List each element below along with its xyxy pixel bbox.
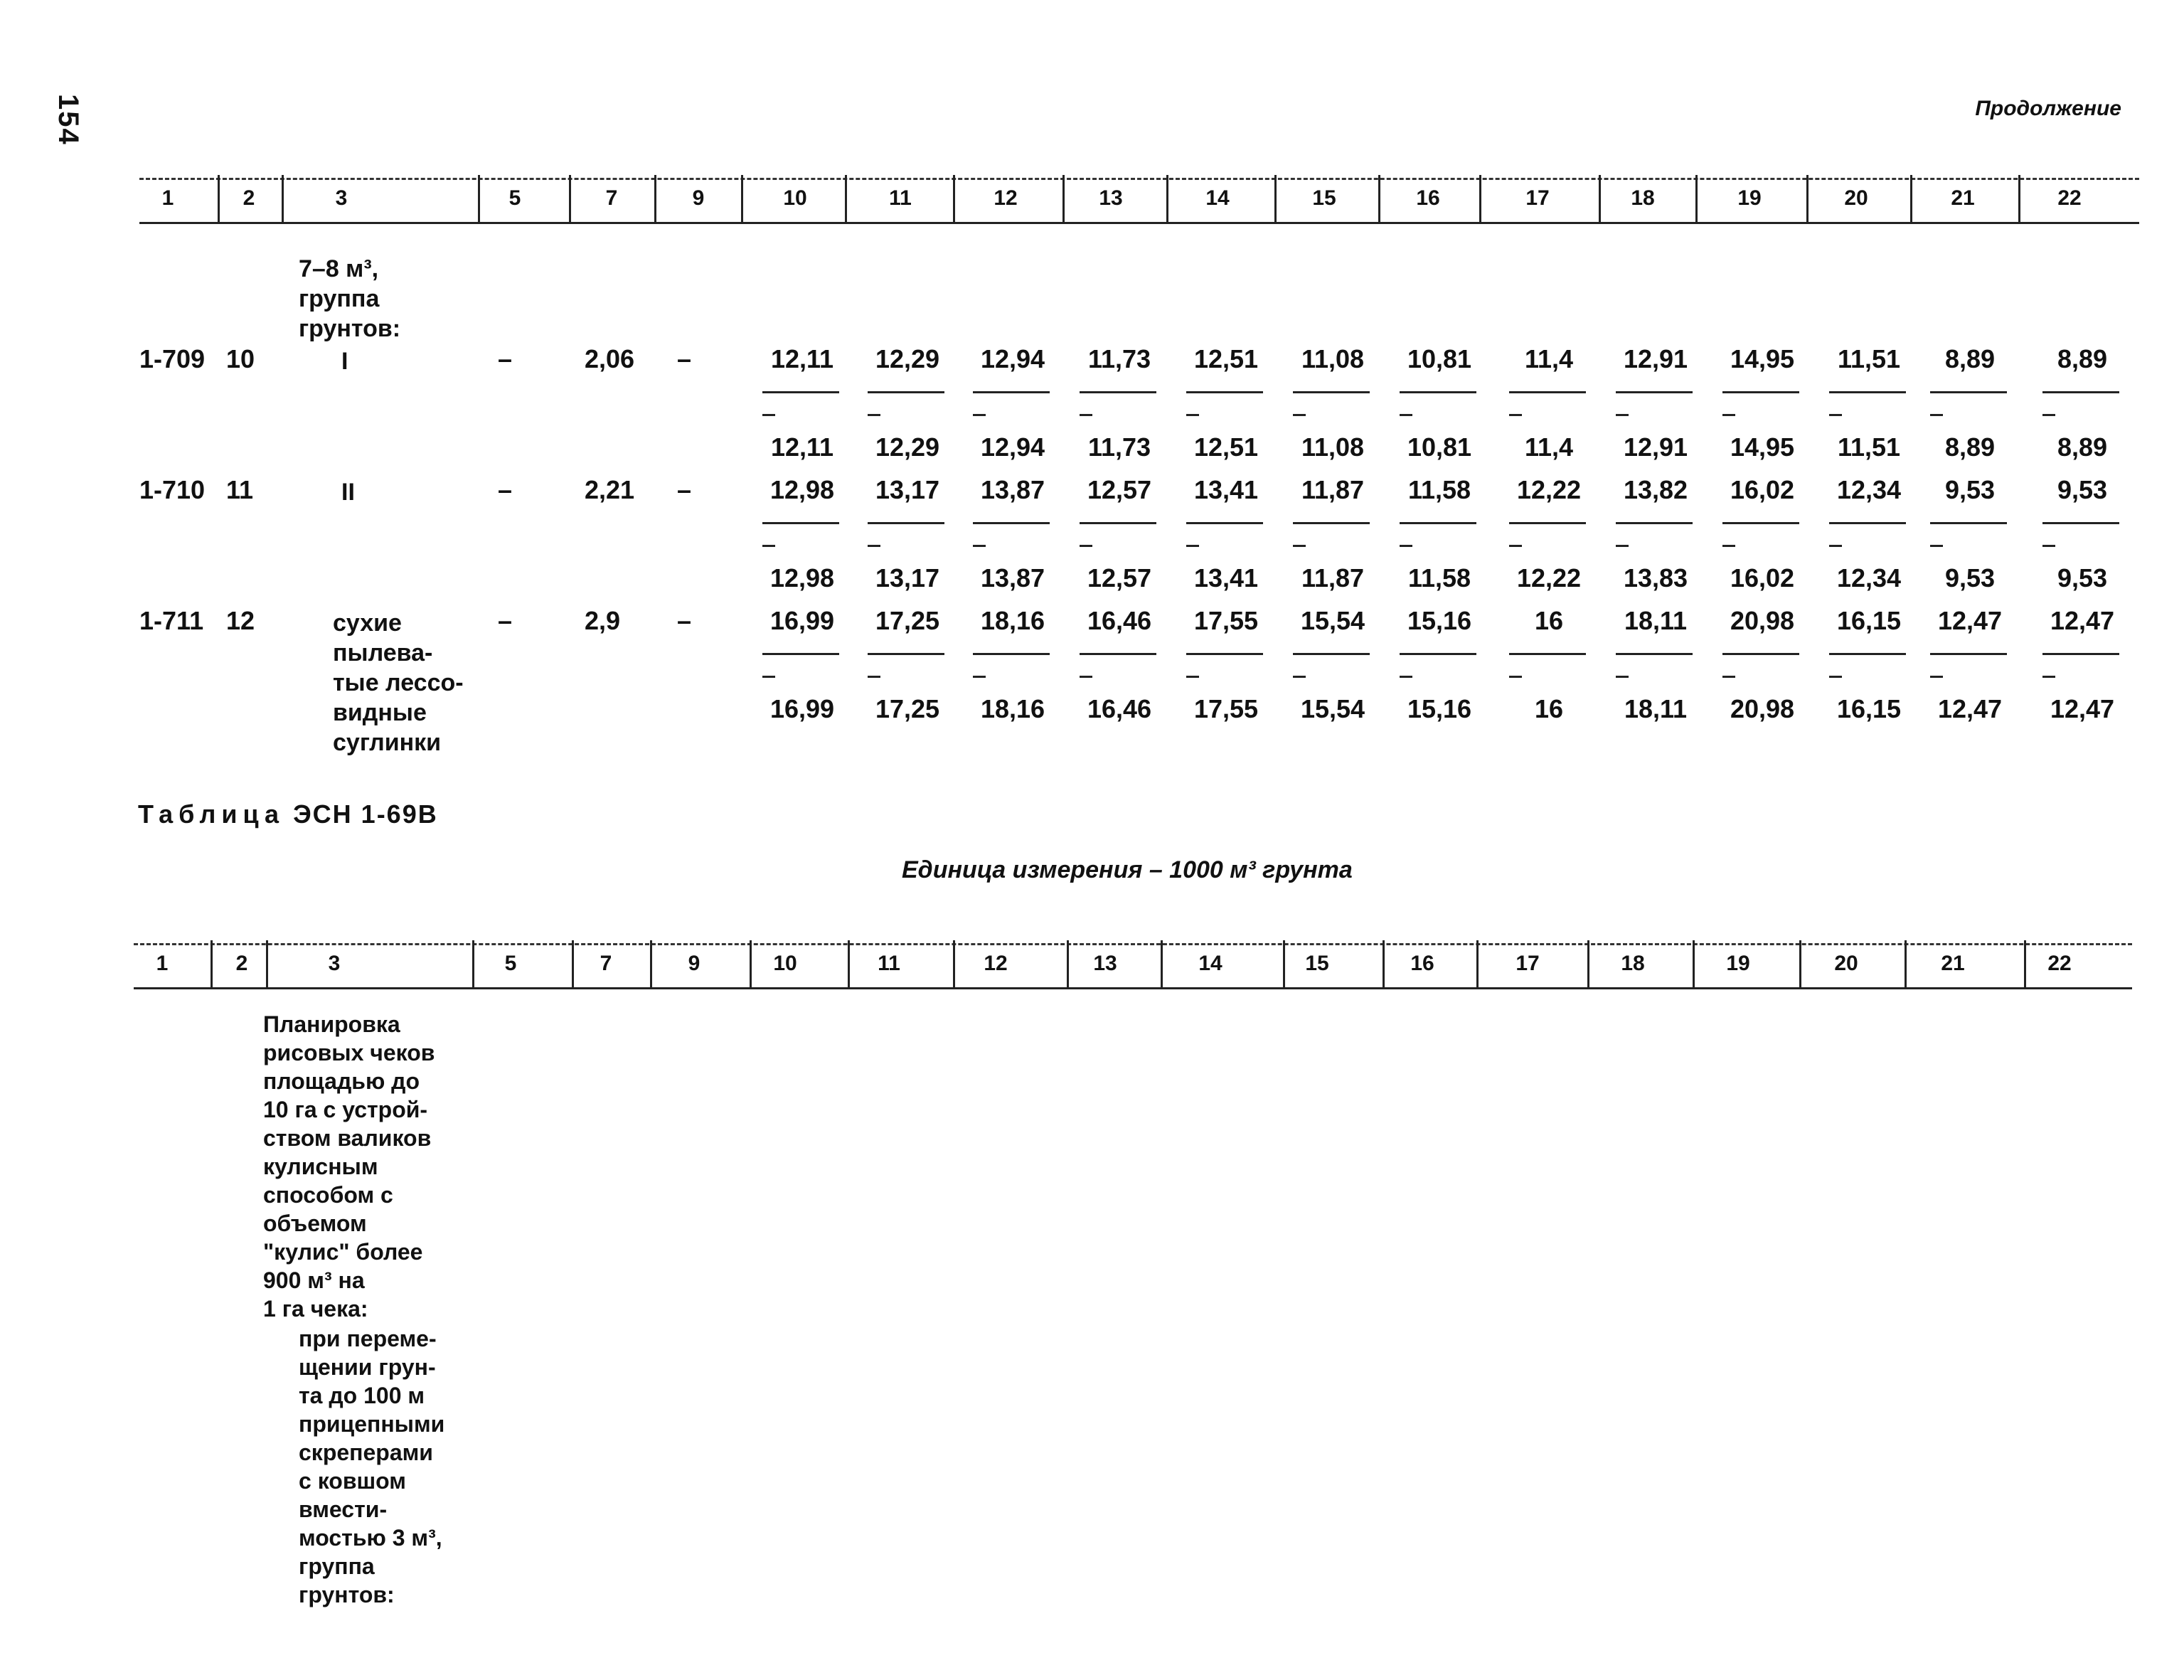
- table1-intro-line: 7–8 м³,: [299, 255, 379, 282]
- table2-description: [263, 1010, 435, 1323]
- fraction-dash: [2042, 414, 2055, 416]
- header-column-separator: [741, 175, 743, 222]
- col9-value: –: [677, 475, 692, 504]
- denominator-value: 12,98: [769, 563, 835, 592]
- header-column-separator: [569, 175, 571, 222]
- col7-value: 2,06: [585, 344, 635, 373]
- denominator-value: 10,81: [1407, 432, 1472, 462]
- header-bottom-rule: [134, 987, 2132, 989]
- header-column-separator: [1806, 175, 1809, 222]
- header-column-number: 12: [994, 186, 1018, 210]
- description-line: способом с: [263, 1182, 393, 1208]
- fraction-bar: [973, 391, 1050, 393]
- header-column-separator: [1274, 175, 1277, 222]
- fraction-dash: [1400, 545, 1412, 547]
- header-column-number: 20: [1844, 186, 1868, 210]
- denominator-value: 16,15: [1836, 694, 1902, 723]
- fraction-dash: [1829, 414, 1842, 416]
- numerator-value: 18,16: [980, 606, 1045, 635]
- denominator-value: 12,47: [1937, 694, 2003, 723]
- header-column-separator: [1062, 175, 1065, 222]
- header-column-separator: [1383, 940, 1385, 987]
- header-column-separator: [218, 175, 220, 222]
- numerator-value: 12,47: [1937, 606, 2003, 635]
- fraction-dash: [868, 545, 880, 547]
- denominator-value: 12,94: [980, 432, 1045, 462]
- header-column-number: 14: [1198, 952, 1222, 975]
- fraction-bar: [868, 653, 944, 655]
- denominator-value: 13,41: [1193, 563, 1259, 592]
- numerator-value: 17,25: [875, 606, 940, 635]
- numerator-value: 15,16: [1407, 606, 1472, 635]
- numerator-value: 12,91: [1623, 344, 1688, 373]
- col5-value: –: [498, 606, 513, 635]
- header-column-number: 18: [1621, 952, 1645, 975]
- header-column-number: 17: [1525, 186, 1550, 210]
- numerator-value: 16,15: [1836, 606, 1902, 635]
- fraction-bar: [762, 391, 839, 393]
- header-column-number: 7: [600, 952, 612, 975]
- fraction-bar: [1930, 522, 2007, 524]
- description-line: 1 га чека:: [263, 1296, 368, 1322]
- numerator-value: 9,53: [1944, 475, 1996, 504]
- fraction-dash: [973, 676, 986, 678]
- subdescription-line: при переме-: [299, 1326, 437, 1351]
- fraction-dash: [973, 414, 986, 416]
- fraction-bar: [1186, 522, 1263, 524]
- col5-value: –: [498, 475, 513, 504]
- fraction-dash: [1722, 414, 1735, 416]
- fraction-dash: [1080, 414, 1092, 416]
- header-column-separator: [282, 175, 284, 222]
- table2-title-word: Таблица: [138, 799, 285, 829]
- fraction-dash: [1186, 545, 1199, 547]
- fraction-dash: [1080, 676, 1092, 678]
- numerator-value: 11,73: [1087, 344, 1151, 373]
- fraction-bar: [1400, 391, 1476, 393]
- denominator-value: 13,83: [1623, 563, 1688, 592]
- header-column-number: 21: [1951, 186, 1975, 210]
- subdescription-line: группа: [299, 1553, 375, 1579]
- numerator-value: 13,17: [875, 475, 940, 504]
- table1-intro-line: группа: [299, 285, 380, 312]
- row-description: тые лессо-: [333, 669, 464, 696]
- fraction-bar: [1616, 391, 1693, 393]
- numerator-value: 16,99: [769, 606, 835, 635]
- header-column-number: 11: [878, 952, 900, 975]
- numerator-value: 16: [1534, 606, 1564, 635]
- row-code: 1-709: [139, 344, 206, 373]
- fraction-bar: [1293, 653, 1370, 655]
- denominator-value: 16: [1534, 694, 1564, 723]
- header-column-separator: [1587, 940, 1589, 987]
- header-column-separator: [953, 175, 955, 222]
- header-column-number: 16: [1410, 952, 1434, 975]
- denominator-value: 17,55: [1193, 694, 1259, 723]
- fraction-dash: [1509, 545, 1522, 547]
- denominator-value: 12,29: [875, 432, 940, 462]
- header-top-rule: [139, 178, 2139, 180]
- numerator-value: 14,95: [1730, 344, 1795, 373]
- table2-title: [138, 799, 438, 829]
- fraction-dash: [2042, 676, 2055, 678]
- header-column-number: 13: [1093, 952, 1117, 975]
- description-line: 10 га с устрой-: [263, 1097, 428, 1122]
- denominator-value: 15,54: [1300, 694, 1365, 723]
- fraction-bar: [1509, 653, 1586, 655]
- numerator-value: 9,53: [2057, 475, 2108, 504]
- header-column-number: 22: [2047, 952, 2072, 975]
- table1-intro-line: грунтов:: [299, 315, 401, 342]
- subdescription-line: вмести-: [299, 1496, 388, 1522]
- fraction-dash: [1722, 676, 1735, 678]
- header-column-number: 12: [984, 952, 1008, 975]
- fraction-bar: [1080, 653, 1156, 655]
- col9-value: –: [677, 344, 692, 373]
- header-column-separator: [650, 940, 652, 987]
- denominator-value: 13,87: [980, 563, 1045, 592]
- numerator-value: 11,87: [1301, 475, 1365, 504]
- fraction-bar: [1930, 653, 2007, 655]
- description-line: объемом: [263, 1211, 367, 1236]
- row-description: суглинки: [333, 729, 442, 756]
- header-column-separator: [572, 940, 574, 987]
- denominator-value: 11,4: [1524, 432, 1574, 462]
- fraction-dash: [762, 545, 775, 547]
- numerator-value: 12,51: [1193, 344, 1259, 373]
- fraction-bar: [1722, 522, 1799, 524]
- denominator-value: 17,25: [875, 694, 940, 723]
- row-code: 1-710: [139, 475, 206, 504]
- header-column-number: 7: [605, 186, 618, 210]
- header-column-number: 3: [335, 186, 348, 210]
- table2-subdescription: [299, 1324, 444, 1609]
- denominator-value: 14,95: [1730, 432, 1795, 462]
- denominator-value: 18,11: [1624, 694, 1688, 723]
- denominator-value: 9,53: [2057, 563, 2108, 592]
- header-column-separator: [1161, 940, 1163, 987]
- fraction-dash: [2042, 545, 2055, 547]
- header-column-separator: [478, 175, 480, 222]
- header-column-number: 9: [692, 186, 705, 210]
- numerator-value: 13,87: [980, 475, 1045, 504]
- denominator-value: 16,46: [1087, 694, 1152, 723]
- header-column-separator: [1905, 940, 1907, 987]
- fraction-dash: [1080, 545, 1092, 547]
- header-column-separator: [953, 940, 955, 987]
- fraction-dash: [762, 676, 775, 678]
- numerator-value: 15,54: [1300, 606, 1365, 635]
- header-column-number: 2: [243, 186, 255, 210]
- fraction-dash: [762, 414, 775, 416]
- denominator-value: 11,87: [1301, 563, 1365, 592]
- subdescription-line: мостью 3 м³,: [299, 1525, 442, 1551]
- denominator-value: 13,17: [875, 563, 940, 592]
- fraction-dash: [1186, 676, 1199, 678]
- header-bottom-rule: [139, 222, 2139, 224]
- fraction-dash: [868, 414, 880, 416]
- fraction-dash: [973, 545, 986, 547]
- fraction-dash: [1400, 414, 1412, 416]
- header-column-separator: [1599, 175, 1601, 222]
- fraction-bar: [973, 522, 1050, 524]
- numerator-value: 12,11: [770, 344, 834, 373]
- subdescription-line: грунтов:: [299, 1582, 395, 1607]
- header-column-separator: [1479, 175, 1481, 222]
- header-column-number: 17: [1516, 952, 1540, 975]
- fraction-dash: [1930, 676, 1943, 678]
- fraction-bar: [1293, 522, 1370, 524]
- denominator-value: 8,89: [1944, 432, 1996, 462]
- fraction-bar: [1400, 522, 1476, 524]
- numerator-value: 11,51: [1837, 344, 1901, 373]
- header-column-separator: [1799, 940, 1801, 987]
- numerator-value: 12,34: [1836, 475, 1902, 504]
- header-column-separator: [654, 175, 656, 222]
- subdescription-line: с ковшом: [299, 1468, 406, 1494]
- fraction-bar: [1829, 522, 1906, 524]
- fraction-bar: [1616, 522, 1693, 524]
- denominator-value: 16,02: [1730, 563, 1795, 592]
- fraction-dash: [868, 676, 880, 678]
- row-number: 10: [226, 344, 255, 373]
- numerator-value: 18,11: [1624, 606, 1688, 635]
- denominator-value: 18,16: [980, 694, 1045, 723]
- numerator-value: 13,41: [1193, 475, 1259, 504]
- row-description: II: [341, 479, 355, 506]
- fraction-bar: [1829, 653, 1906, 655]
- fraction-dash: [1616, 676, 1629, 678]
- header-column-number: 3: [328, 952, 341, 975]
- row-description: I: [341, 348, 348, 375]
- fraction-dash: [1829, 545, 1842, 547]
- fraction-bar: [1722, 391, 1799, 393]
- numerator-value: 11,08: [1301, 344, 1365, 373]
- fraction-dash: [1293, 414, 1306, 416]
- header-column-separator: [211, 940, 213, 987]
- table2-unit: Единица измерения – 1000 м³ грунта: [902, 856, 1353, 883]
- fraction-bar: [2042, 522, 2119, 524]
- numerator-value: 8,89: [1944, 344, 1996, 373]
- numerator-value: 12,94: [980, 344, 1045, 373]
- denominator-value: 16,99: [769, 694, 835, 723]
- header-column-number: 16: [1416, 186, 1440, 210]
- denominator-value: 12,22: [1516, 563, 1582, 592]
- description-line: кулисным: [263, 1154, 378, 1179]
- header-column-number: 10: [773, 952, 797, 975]
- header-column-separator: [1695, 175, 1698, 222]
- subdescription-line: та до 100 м: [299, 1383, 425, 1408]
- col5-value: –: [498, 344, 513, 373]
- header-column-number: 10: [783, 186, 807, 210]
- continuation-label: Продолжение: [1975, 97, 2121, 120]
- fraction-dash: [1293, 676, 1306, 678]
- header-column-number: 5: [508, 186, 521, 210]
- denominator-value: 9,53: [1944, 563, 1996, 592]
- header-column-separator: [1693, 940, 1695, 987]
- header-column-separator: [2018, 175, 2020, 222]
- fraction-dash: [1186, 414, 1199, 416]
- header-column-number: 19: [1726, 952, 1750, 975]
- denominator-value: 15,16: [1407, 694, 1472, 723]
- fraction-dash: [1509, 676, 1522, 678]
- description-line: рисовых чеков: [263, 1040, 435, 1065]
- denominator-value: 12,47: [2050, 694, 2115, 723]
- header-column-number: 13: [1099, 186, 1123, 210]
- header-column-separator: [1283, 940, 1285, 987]
- fraction-dash: [1930, 545, 1943, 547]
- numerator-value: 13,82: [1623, 475, 1688, 504]
- fraction-dash: [1722, 545, 1735, 547]
- header-column-separator: [1476, 940, 1479, 987]
- fraction-dash: [1509, 414, 1522, 416]
- header-column-number: 21: [1941, 952, 1965, 975]
- description-line: 900 м³ на: [263, 1267, 365, 1293]
- header-column-separator: [2024, 940, 2026, 987]
- fraction-dash: [1616, 545, 1629, 547]
- fraction-bar: [762, 522, 839, 524]
- numerator-value: 17,55: [1193, 606, 1259, 635]
- numerator-value: 8,89: [2057, 344, 2108, 373]
- numerator-value: 16,46: [1087, 606, 1152, 635]
- header-column-number: 1: [156, 952, 169, 975]
- fraction-bar: [1080, 391, 1156, 393]
- denominator-value: 12,11: [770, 432, 834, 462]
- denominator-value: 8,89: [2057, 432, 2108, 462]
- fraction-dash: [1400, 676, 1412, 678]
- col7-value: 2,9: [585, 606, 621, 635]
- denominator-value: 12,51: [1193, 432, 1259, 462]
- fraction-bar: [1293, 391, 1370, 393]
- numerator-value: 12,29: [875, 344, 940, 373]
- subdescription-line: щении грун-: [299, 1354, 436, 1380]
- denominator-value: 11,58: [1407, 563, 1471, 592]
- denominator-value: 11,51: [1837, 432, 1901, 462]
- fraction-bar: [1186, 653, 1263, 655]
- row-description: видные: [333, 699, 427, 726]
- col7-value: 2,21: [585, 475, 635, 504]
- description-line: Планировка: [263, 1011, 400, 1037]
- header-column-separator: [1378, 175, 1380, 222]
- header-column-number: 11: [889, 186, 912, 210]
- denominator-value: 12,34: [1836, 563, 1902, 592]
- header-column-number: 5: [504, 952, 517, 975]
- numerator-value: 11,4: [1524, 344, 1574, 373]
- fraction-dash: [1616, 414, 1629, 416]
- description-line: площадью до: [263, 1068, 420, 1094]
- row-code: 1-711: [139, 606, 204, 635]
- header-column-number: 9: [688, 952, 701, 975]
- header-column-separator: [1067, 940, 1069, 987]
- denominator-value: 11,08: [1301, 432, 1365, 462]
- table2-title-code: ЭСН 1-69В: [293, 799, 438, 829]
- row-description: сухие: [333, 610, 402, 637]
- fraction-bar: [973, 653, 1050, 655]
- header-column-number: 14: [1205, 186, 1230, 210]
- numerator-value: 12,47: [2050, 606, 2115, 635]
- header-column-number: 18: [1631, 186, 1655, 210]
- denominator-value: 20,98: [1730, 694, 1795, 723]
- numerator-value: 16,02: [1730, 475, 1795, 504]
- header-column-number: 15: [1312, 186, 1336, 210]
- header-column-number: 15: [1305, 952, 1329, 975]
- subdescription-line: прицепными: [299, 1411, 445, 1437]
- fraction-bar: [1080, 522, 1156, 524]
- numerator-value: 12,22: [1516, 475, 1582, 504]
- header-column-separator: [845, 175, 847, 222]
- fraction-bar: [762, 653, 839, 655]
- fraction-bar: [1616, 653, 1693, 655]
- header-column-number: 20: [1834, 952, 1858, 975]
- fraction-bar: [868, 391, 944, 393]
- numerator-value: 20,98: [1730, 606, 1795, 635]
- numerator-value: 11,58: [1407, 475, 1471, 504]
- row-description: пылева-: [333, 639, 433, 666]
- numerator-value: 10,81: [1407, 344, 1472, 373]
- fraction-dash: [1930, 414, 1943, 416]
- header-column-number: 1: [161, 186, 174, 210]
- header-column-separator: [1166, 175, 1168, 222]
- subdescription-line: скреперами: [299, 1440, 433, 1465]
- header-column-number: 19: [1737, 186, 1762, 210]
- denominator-value: 12,57: [1087, 563, 1152, 592]
- header-column-number: 22: [2057, 186, 2082, 210]
- fraction-bar: [868, 522, 944, 524]
- denominator-value: 11,73: [1087, 432, 1151, 462]
- fraction-dash: [1293, 545, 1306, 547]
- row-number: 11: [226, 475, 254, 504]
- header-column-separator: [750, 940, 752, 987]
- description-line: "кулис" более: [263, 1239, 423, 1265]
- header-column-separator: [1910, 175, 1912, 222]
- header-top-rule: [134, 943, 2132, 945]
- col9-value: –: [677, 606, 692, 635]
- fraction-bar: [2042, 391, 2119, 393]
- fraction-bar: [1829, 391, 1906, 393]
- fraction-bar: [1400, 653, 1476, 655]
- header-column-number: 2: [235, 952, 248, 975]
- fraction-bar: [1186, 391, 1263, 393]
- fraction-bar: [1722, 653, 1799, 655]
- fraction-dash: [1829, 676, 1842, 678]
- denominator-value: 12,91: [1623, 432, 1688, 462]
- numerator-value: 12,57: [1087, 475, 1152, 504]
- fraction-bar: [1509, 522, 1586, 524]
- page-number: 154: [53, 94, 84, 146]
- header-column-separator: [472, 940, 474, 987]
- fraction-bar: [1930, 391, 2007, 393]
- row-number: 12: [226, 606, 255, 635]
- fraction-bar: [1509, 391, 1586, 393]
- fraction-bar: [2042, 653, 2119, 655]
- header-column-separator: [848, 940, 850, 987]
- description-line: ством валиков: [263, 1125, 432, 1151]
- numerator-value: 12,98: [769, 475, 835, 504]
